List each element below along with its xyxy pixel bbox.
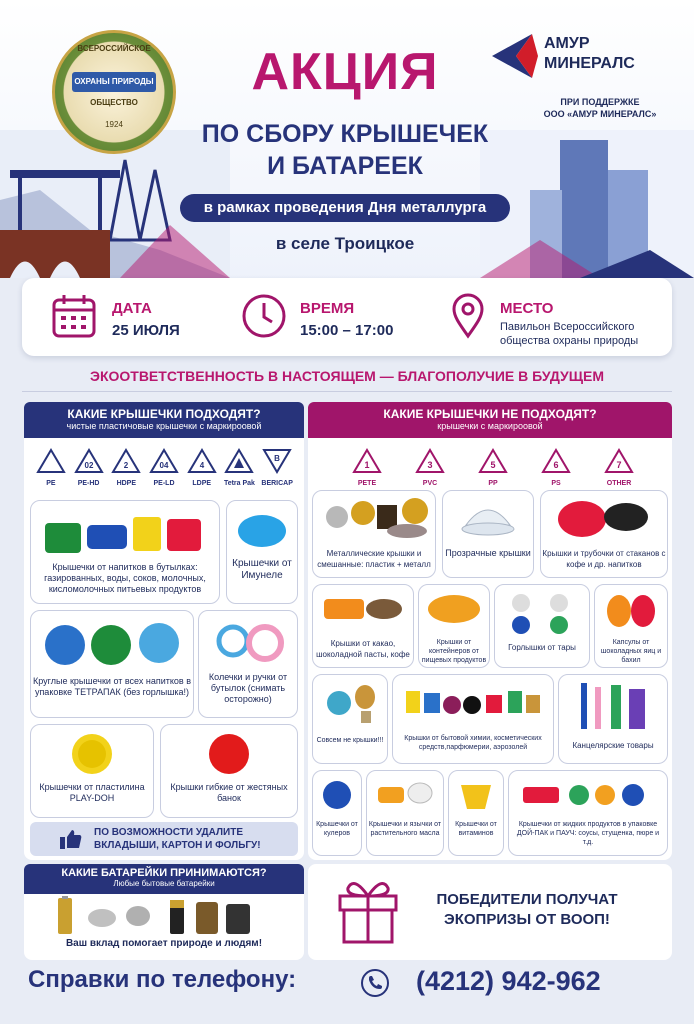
card-caption: Крышечки от кулеров: [316, 821, 358, 837]
page-subtitle: [160, 118, 530, 182]
occasion-pill: в рамках проведения Дня металлурга: [180, 194, 510, 222]
code-number: 5: [490, 460, 496, 470]
event-info-card: [22, 278, 672, 356]
accepted-card: [30, 610, 194, 718]
card-caption: Крышки от какао, шоколадной пасты, кофе: [316, 639, 410, 659]
can-lids-image: [194, 731, 264, 777]
card-caption: Крышечки от пластилина PLAY-DOH: [39, 782, 145, 803]
phone-icon: [360, 968, 390, 998]
accepted-card: [160, 724, 298, 818]
card-caption: Крышечки от Имунеле: [232, 558, 292, 581]
place-line1: Павильон Всероссийского: [500, 321, 635, 333]
rejected-card: [448, 770, 504, 856]
date-label: ДАТА: [112, 300, 152, 317]
card-caption: Колечки и ручки от бутылок (снимать осторожно): [208, 672, 288, 704]
recycle-triangle-icon: [149, 448, 179, 474]
rejected-card: [312, 674, 388, 764]
card-caption: Горлышки от тары: [508, 643, 576, 652]
rejected-card: [540, 490, 668, 578]
playdoh-cap-image: [57, 731, 127, 777]
clock-icon: [238, 290, 290, 342]
date-value: 25 ИЮЛЯ: [112, 322, 180, 339]
recycle-code-tetrapak: [221, 448, 259, 487]
tetrapak-icon: [224, 448, 254, 474]
emblem-bottom-text: ОБЩЕСТВО: [90, 98, 138, 107]
accepted-header: [24, 402, 304, 438]
rejected-card: [312, 490, 436, 578]
code-number: 2: [124, 461, 129, 470]
slogan: ЭКООТВЕТСТВЕННОСТЬ В НАСТОЯЩЕМ — БЛАГОПОЛУЧИЕ В БУДУЩЕМ: [89, 368, 604, 384]
code-label: PE-LD: [153, 480, 175, 487]
rejected-card: [508, 770, 668, 856]
accepted-card: [198, 610, 298, 718]
rejected-card: [392, 674, 554, 764]
recycle-code-pvc: [411, 448, 449, 487]
cooler-cap-image: [315, 775, 359, 815]
code-number: B: [274, 454, 281, 463]
prize-line2: ЭКОПРИЗЫ ОТ ВООП!: [444, 911, 610, 928]
recycle-code-pe: [32, 448, 70, 487]
card-caption: Крышки гибкие от жестяных банок: [170, 782, 288, 803]
imunele-cap-image: [232, 509, 292, 553]
accepted-card: [30, 724, 154, 818]
code-number: 7: [616, 460, 622, 470]
rejected-card: [366, 770, 444, 856]
code-number: 02: [84, 461, 94, 470]
container-lids-image: [423, 589, 485, 633]
time-label: ВРЕМЯ: [300, 300, 355, 317]
card-caption: Прозрачные крышки: [445, 548, 531, 558]
code-label: LDPE: [192, 480, 212, 487]
code-number: 4: [199, 461, 204, 470]
rejected-card: [594, 584, 668, 668]
brand-line2: МИНЕРАЛС: [544, 55, 635, 72]
batteries-subtitle: Любые бытовые батарейки: [113, 879, 215, 888]
calendar-icon: [48, 290, 100, 342]
card-caption: Круглые крышечки от всех напитков в упаковке ТЕТРАПАК (без горлышка!): [33, 676, 191, 697]
vitamin-caps-image: [451, 775, 501, 815]
code-label: PS: [551, 480, 561, 487]
rejected-card: [442, 490, 534, 578]
code-number: 1: [364, 460, 370, 470]
prize-line1: ПОБЕДИТЕЛИ ПОЛУЧАТ: [436, 891, 618, 908]
batteries-title: КАКИЕ БАТАРЕЙКИ ПРИНИМАЮТСЯ?: [61, 867, 267, 879]
misc-items-image: [317, 679, 383, 731]
recycle-triangle-icon: [415, 448, 445, 474]
recycle-code-pete: [348, 448, 386, 487]
brand-name: [544, 34, 635, 74]
code-label: PP: [488, 480, 498, 487]
stationery-image: [563, 679, 663, 735]
recycle-code-ldpe: [183, 448, 221, 487]
egg-capsules-image: [599, 589, 663, 633]
removal-note: [30, 822, 298, 856]
emblem-year: 1924: [105, 120, 123, 129]
code-number: 04: [159, 461, 169, 470]
hero-banner: [0, 0, 694, 278]
recycle-code-ps: [537, 448, 575, 487]
page-title: АКЦИЯ: [251, 43, 439, 101]
cocoa-lids-image: [318, 589, 408, 633]
code-label: PE: [46, 480, 56, 487]
accepted-codes: [32, 448, 296, 487]
place-label: МЕСТО: [500, 300, 554, 317]
emblem-top-text: ВСЕРОССИЙСКОЕ: [77, 44, 151, 53]
note-line1: ПО ВОЗМОЖНОСТИ УДАЛИТЕ: [94, 827, 243, 838]
recycle-triangle-icon: [352, 448, 382, 474]
clear-lids-image: [448, 495, 528, 543]
subtitle-line1: ПО СБОРУ КРЫШЕЧЕК: [201, 120, 489, 148]
rejected-subtitle: крышечки с маркироовой: [437, 421, 543, 431]
subtitle-line2: И БАТАРЕЕК: [267, 152, 423, 180]
recycle-triangle-icon: [478, 448, 508, 474]
recycle-code-bericap: [258, 448, 296, 487]
card-caption: Совсем не крышки!!!: [316, 737, 384, 744]
code-label: OTHER: [606, 480, 632, 487]
rejected-card: [494, 584, 590, 668]
emblem-band-text: ОХРАНЫ ПРИРОДЫ: [72, 72, 156, 92]
recycle-triangle-icon: [74, 448, 104, 474]
recycle-code-pp: [474, 448, 512, 487]
time-value: 15:00 – 17:00: [300, 322, 394, 339]
coffee-lids-image: [546, 495, 662, 543]
code-number: 6: [553, 460, 559, 470]
recycle-code-pe-hd: [70, 448, 108, 487]
metal-caps-image: [317, 495, 431, 543]
bottle-caps-image: [35, 507, 215, 557]
phone-label: Справки по телефону:: [28, 966, 297, 993]
batteries-header: [24, 864, 304, 894]
recycle-code-hdpe: [107, 448, 145, 487]
recycle-triangle-icon: [541, 448, 571, 474]
place-value: [500, 320, 638, 348]
doypack-caps-image: [513, 775, 663, 815]
recycle-triangle-icon: [604, 448, 634, 474]
accepted-card: [30, 500, 220, 604]
bottle-rings-image: [203, 617, 293, 667]
thumbs-up-icon: [60, 829, 82, 849]
code-label: Tetra Pak: [223, 480, 255, 487]
code-label: PE-HD: [77, 480, 100, 487]
recycle-code-other: [600, 448, 638, 487]
batteries-caption: Ваш вклад помогает природе и людям!: [65, 938, 263, 949]
accepted-title: КАКИЕ КРЫШЕЧКИ ПОДХОДЯТ?: [67, 407, 261, 421]
card-caption: Крышечки и язычки от растительного масла: [368, 821, 442, 837]
accepted-subtitle: чистые пластичовые крышечки с маркироовой: [66, 421, 262, 431]
rejected-card: [418, 584, 490, 668]
code-label: HDPE: [116, 480, 137, 487]
prize-text: [422, 890, 632, 930]
removal-note-text: [94, 826, 261, 852]
card-caption: Крышки и трубочки от стаканов с кофе и др. напитков: [542, 549, 666, 569]
phone-number[interactable]: (4212) 942-962: [416, 966, 601, 996]
gift-icon: [334, 872, 402, 946]
rejected-card: [558, 674, 668, 764]
bericap-icon: [262, 448, 292, 474]
recycle-code-pe-ld: [145, 448, 183, 487]
location-pin-icon: [442, 290, 494, 342]
card-caption: Крышечки от жидких продуктов в упаковке ДОЙ-ПАК и ПАУЧ: соусы, стущенка, пюре и т.д.: [516, 821, 660, 846]
rejected-header: [308, 402, 672, 438]
support-text: [520, 96, 680, 120]
note-line2: ВКЛАДЫШИ, КАРТОН И ФОЛЬГУ!: [94, 840, 261, 851]
rejected-card: [312, 770, 362, 856]
batteries-image: [52, 896, 272, 936]
bottle-necks-image: [499, 589, 585, 637]
code-label: BERICAP: [261, 480, 293, 487]
village-text: в селе Троицкое: [275, 234, 415, 253]
rejected-codes: [348, 448, 638, 487]
card-caption: Металлические крышки и смешанные: пластик + металл: [317, 549, 431, 569]
card-caption: Канцелярские товары: [572, 741, 654, 750]
rejected-card: [312, 584, 414, 668]
recycle-triangle-icon: [36, 448, 66, 474]
card-caption: Крышки от бытовой химии, косметических средств,парфюмерии, аэрозолей: [404, 735, 542, 751]
recycle-triangle-icon: [187, 448, 217, 474]
place-line2: общества охраны природы: [500, 335, 639, 347]
support-line1: ПРИ ПОДДЕРЖКЕ: [560, 97, 640, 107]
tetrapak-caps-image: [37, 617, 187, 671]
card-caption: Крышки от контейнеров от пищевых продуктов: [421, 639, 487, 664]
rejected-title: КАКИЕ КРЫШЕЧКИ НЕ ПОДХОДЯТ?: [383, 407, 597, 421]
card-caption: Крышечки от напитков в бутылках: газированных, воды, соков, молочных, кисломолочных питьевых продуктов: [44, 562, 206, 594]
code-number: 3: [427, 460, 433, 470]
divider: [22, 391, 672, 392]
code-label: PVC: [422, 480, 438, 487]
recycle-triangle-icon: [111, 448, 141, 474]
household-chemicals-image: [398, 679, 548, 729]
card-caption: Капсулы от шоколадных яиц и бахил: [600, 639, 662, 664]
oil-caps-image: [370, 775, 440, 815]
accepted-card: [226, 500, 298, 604]
card-caption: Крышечки от витаминов: [455, 821, 497, 837]
support-line2: ООО «АМУР МИНЕРАЛС»: [543, 109, 657, 119]
code-label: PETE: [357, 480, 377, 487]
brand-line1: АМУР: [544, 35, 590, 52]
